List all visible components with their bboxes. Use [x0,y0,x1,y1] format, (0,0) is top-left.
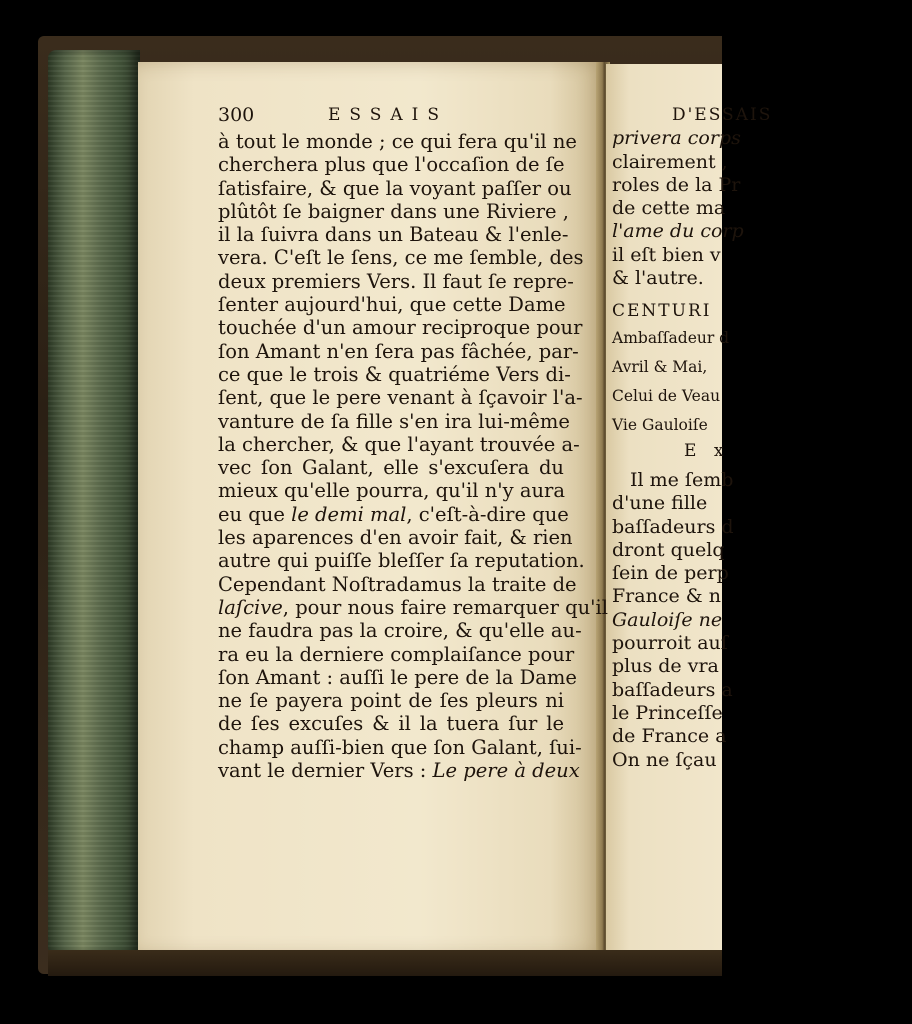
book-fore-edge [48,50,140,955]
text-line: il eſt bien v [612,243,721,266]
text-line: ſein de perp [612,562,729,585]
text-line-mixed [218,759,580,783]
text-line: la chercher, & que l'ayant trouvée a- [218,432,580,456]
explication-heading: E x [684,440,730,461]
text-line: baſſadeurs d [612,515,734,538]
text-line: dront quelq [612,538,725,561]
italic-phrase: Le pere à deux [432,759,580,783]
book-bottom-edge [48,950,722,976]
text-line: vera. C'eſt le ſens, ce me ſemble, des [218,246,584,270]
text-line: plus de vra [612,655,719,678]
text-line: ce que le trois & quatriéme Vers di- [218,362,571,386]
text-line: ſent, que le pere venant à ſçavoir l'a- [218,386,583,410]
text-line: ſatisfaire, & que la voyant paſſer ou [218,176,572,200]
running-head [218,104,568,130]
verse-line: Avril & Mai, [612,357,708,376]
text-line: ſon Amant n'en ſera pas fâchée, par- [218,339,579,363]
text-line: de France a [612,725,727,748]
text-line: & l'autre. [612,267,704,290]
text-line: de ſes excuſes & il la tuera ſur le [218,712,564,736]
verse-line: Vie Gauloiſe [612,415,708,434]
italic-phrase: le demi mal [291,502,407,526]
text-line: clairement , [612,150,728,173]
text-span: vant le dernier Vers : [218,759,433,783]
text-line: d'une fille [612,492,708,515]
text-line: le Princeſſe [612,701,723,724]
text-line: deux premiers Vers. Il faut ſe repre- [218,269,574,293]
text-line: autre qui puiſſe bleſſer ſa reputation. [218,549,585,573]
text-span: eu que [218,502,292,526]
text-span: , pour nous faire remarquer qu'il [282,595,608,619]
italic-line: l'ame du corp [612,220,744,243]
text-line: Il me ſemb [630,468,734,491]
text-line: ra eu la derniere complaiſance pour [218,642,575,666]
text-line: ne ſe payera point de ſes pleurs ni [218,689,564,713]
text-line: vanture de ſa fille s'en ira lui-même [218,409,570,433]
text-line: mieux qu'elle pourra, qu'il n'y aura [218,479,565,503]
text-line: roles de la Pr [612,173,741,196]
page-number: 300 [218,104,255,126]
italic-phrase: laſcive [218,595,283,619]
text-line: il la ſuivra dans un Bateau & l'enle- [218,223,569,247]
left-page-text [218,104,608,783]
verse-line: Ambaſſadeur d [612,328,730,347]
text-line: France & n [612,585,721,608]
text-line: Cependant Noſtradamus la traite de [218,572,577,596]
text-line-mixed [218,595,608,619]
running-head-title: ESSAIS [328,105,449,125]
verse-line: Celui de Veau [612,386,721,405]
text-line: à tout le monde ; ce qui fera qu'il ne [218,130,577,153]
text-line: de cette ma [612,197,726,220]
text-line: On ne ſçau [612,748,717,771]
text-line: plûtôt ſe baigner dans une Riviere , [218,199,569,223]
right-page-text [612,104,912,772]
centurie-heading: CENTURI [612,301,712,322]
text-line: les aparences d'en avoir fait, & rien [218,526,573,550]
text-line: cherchera plus que l'occaſion de ſe [218,153,565,177]
text-line: vec ſon Galant, elle s'excuſera du [218,456,564,480]
italic-line: privera corps [612,127,741,150]
text-line-mixed [218,502,569,526]
text-line: baſſadeurs a [612,678,733,701]
text-line: ne faudra pas la croire, & qu'elle au- [218,619,582,643]
running-head-right: D'ESSAIS [672,105,773,125]
text-line: ſenter aujourd'hui, que cette Dame [218,293,566,317]
text-line: champ auſſi-bien que ſon Galant, ſui- [218,735,582,759]
text-line: pourroit auſ [612,632,728,655]
text-line: touchée d'un amour reciproque pour [218,316,583,340]
text-line: ſon Amant : auſſi le pere de la Dame [218,665,577,689]
italic-line: Gauloiſe ne [612,608,723,631]
text-span: , c'eſt-à-dire que [406,502,569,526]
